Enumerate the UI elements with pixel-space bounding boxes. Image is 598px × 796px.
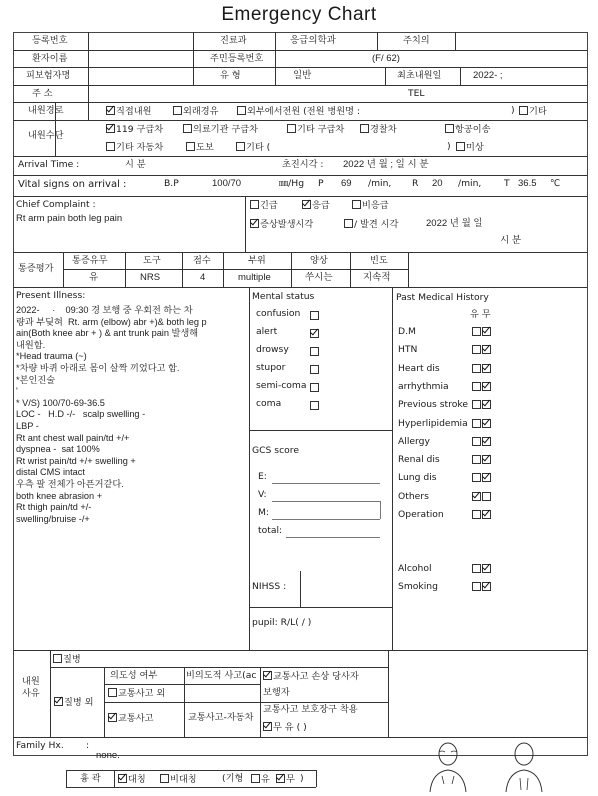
deformity-no[interactable]: 무 — [276, 774, 295, 786]
bp-label: B.P — [164, 178, 179, 189]
pmh-item: Operation — [398, 509, 444, 520]
pmh-yn-header: 유 무 — [470, 309, 491, 320]
transport-other-ambulance[interactable]: 기타 구급차 — [287, 124, 344, 136]
checkbox-icon — [186, 142, 195, 151]
pmh-item: Renal dis — [398, 454, 440, 466]
resp-unit: /min, — [458, 178, 482, 189]
thorax-label: 흉 곽 — [80, 773, 101, 784]
checkbox-icon — [482, 564, 491, 573]
checkbox-icon — [263, 671, 272, 680]
pmh-item: Previous stroke — [398, 399, 468, 411]
cc-label: Chief Complaint : — [16, 199, 96, 210]
present-illness-line: *Head trauma (~) — [16, 351, 87, 362]
checkbox-icon — [160, 774, 169, 783]
pain-presence: 유 — [89, 272, 99, 283]
family-hx-colon: : — [86, 740, 90, 751]
first-exam-value: 2022 년 월 ; 일 시 분 — [343, 159, 429, 170]
checkbox-icon — [237, 106, 246, 115]
route-transfer[interactable]: 외부에서전원 (전원 병원명 : — [237, 106, 360, 118]
mental-status-item: confusion — [256, 308, 301, 319]
checkbox-icon — [173, 106, 182, 115]
pain-tool: NRS — [140, 272, 161, 283]
checkbox-icon — [472, 345, 481, 354]
non-intentional: 비의도적 사고(ac — [186, 670, 257, 681]
urgency-nonemergent[interactable]: 비응급 — [352, 200, 389, 212]
present-illness-line: 우측 팔 전체가 아픈거같다. — [16, 478, 124, 489]
pmh-checkboxes[interactable] — [472, 473, 492, 485]
transport-unknown[interactable]: 미상 — [456, 142, 484, 154]
checkbox-icon — [482, 400, 491, 409]
checkbox-icon — [250, 219, 259, 228]
mental-status-checkbox[interactable] — [310, 329, 319, 338]
pain-site: multiple — [238, 272, 271, 283]
alcohol-label: Alcohol — [398, 563, 432, 574]
mental-status-label: Mental status — [252, 291, 315, 302]
checkbox-icon — [54, 697, 63, 706]
gcs-v: V: — [258, 489, 267, 500]
transport-hospital-ambulance[interactable]: 의료기관 구급차 — [183, 124, 258, 136]
mental-status-checkbox[interactable] — [310, 401, 319, 410]
mental-status-checkbox[interactable] — [310, 365, 319, 374]
pain-frequency: 지속적 — [363, 272, 391, 283]
checkbox-icon — [53, 654, 62, 663]
first-visit-value: 2022- ; — [473, 70, 503, 81]
chart-title: Emergency Chart — [221, 4, 377, 25]
pain-header-site: 부위 — [248, 255, 266, 266]
injury-disease[interactable]: 질병 — [53, 654, 81, 666]
gcs-e: E: — [258, 471, 267, 482]
checkbox-icon — [482, 382, 491, 391]
checkbox-icon — [482, 510, 491, 519]
checkbox-icon — [482, 492, 491, 501]
dept-value: 응급의학과 — [290, 35, 336, 46]
checkbox-icon — [482, 437, 491, 446]
pulse-unit: /min, — [368, 178, 392, 189]
present-illness-line: Rt thigh pain/td +/- — [16, 502, 92, 513]
body-back-figure-icon — [494, 740, 554, 796]
vitals-label: Vital signs on arrival : — [18, 179, 127, 190]
route-transfer-close: ) — [511, 105, 515, 116]
smoking-checks[interactable] — [472, 582, 492, 594]
first-visit-label: 최초내원일 — [397, 70, 442, 81]
present-illness-line: 내원함. — [16, 339, 46, 350]
mental-status-item: semi-coma — [256, 380, 307, 391]
intent-label: 의도성 여부 — [110, 670, 158, 681]
traffic-victim[interactable]: 교통사고 손상 당사자 — [263, 671, 359, 683]
pmh-checkboxes[interactable] — [472, 437, 492, 449]
pain-header-tool: 도구 — [143, 255, 161, 266]
deformity-label: (기형 — [222, 773, 244, 784]
pmh-checkboxes[interactable] — [472, 327, 492, 339]
checkbox-icon — [482, 582, 491, 591]
pain-label: 통증평가 — [18, 263, 54, 274]
checkbox-icon — [108, 713, 117, 722]
onset-time: 시 분 — [500, 235, 521, 246]
transport-other-car[interactable]: 기타 자동차 — [106, 142, 163, 154]
mental-status-item: alert — [256, 326, 278, 337]
present-illness-line: Rt wrist pain/td +/+ swelling + — [16, 455, 136, 466]
insured-label: 피보험자명 — [26, 70, 71, 81]
checkbox-icon — [472, 564, 481, 573]
route-outpatient[interactable]: 외래경유 — [173, 106, 219, 118]
present-illness-line: *차량 바퀴 아래로 몸이 살짝 끼었다고 함. — [16, 362, 180, 373]
address-label: 주 소 — [32, 88, 53, 99]
pmh-checkboxes[interactable] — [472, 492, 492, 504]
onset-time-option[interactable]: 증상발생시각 — [250, 219, 313, 231]
deformity-close: ) — [300, 773, 304, 784]
arrival-time-units: 시 분 — [125, 159, 146, 170]
pmh-item: Allergy — [398, 435, 430, 447]
pupil-label: pupil: R/L( / ) — [252, 617, 312, 628]
pain-header-score: 점수 — [193, 255, 211, 266]
injury-label: 내원 사유 — [22, 676, 40, 699]
checkbox-icon — [106, 142, 115, 151]
checkbox-icon — [456, 142, 465, 151]
bp-value: 100/70 — [212, 178, 242, 189]
thorax-asymmetric[interactable]: 비대칭 — [160, 774, 197, 786]
pmh-label: Past Medical History — [396, 292, 489, 303]
checkbox-icon — [251, 774, 260, 783]
checkbox-icon — [445, 124, 454, 133]
temp-value: 36.5 — [518, 178, 537, 189]
resident-no-value: (F/ 62) — [372, 53, 400, 64]
mental-status-checkbox[interactable] — [310, 311, 319, 320]
gcs-label: GCS score — [252, 445, 299, 456]
pmh-item: D.M — [398, 326, 416, 337]
traffic-car: 교통사고-자동차 — [188, 712, 254, 723]
found-time-option[interactable]: / 발견 시각 — [344, 219, 398, 231]
pmh-item: HTN — [398, 344, 418, 356]
pmh-checkboxes[interactable] — [472, 364, 492, 376]
present-illness-line: distal CMS intact — [16, 467, 85, 478]
type-label: 유 형 — [220, 70, 241, 81]
traffic-accident[interactable]: 교통사고 — [108, 713, 154, 725]
checkbox-icon — [108, 688, 117, 697]
checkbox-icon — [472, 419, 481, 428]
family-hx-value: none. — [96, 750, 120, 761]
mental-status-checkbox[interactable] — [310, 383, 319, 392]
transport-walk[interactable]: 도보 — [186, 142, 214, 154]
pulse-label: P — [318, 178, 324, 189]
cc-text: Rt arm pain both leg pain — [16, 213, 123, 224]
route-direct[interactable]: 직접내원 — [106, 106, 152, 118]
checkbox-icon — [472, 327, 481, 336]
transport-other[interactable]: 기타 ( — [236, 142, 270, 154]
present-illness-line: LBP - — [16, 420, 39, 431]
pmh-item: arrhythmia — [398, 380, 449, 392]
checkbox-icon — [344, 219, 353, 228]
dept-label: 진료과 — [220, 35, 247, 46]
pmh-checkboxes[interactable] — [472, 345, 492, 357]
checkbox-icon — [236, 142, 245, 151]
deformity-yes[interactable]: 유 — [251, 774, 270, 786]
bp-unit: ㎜/Hg — [279, 178, 305, 189]
present-illness-label: Present Illness: — [16, 290, 86, 301]
temp-unit: ℃ — [550, 178, 561, 189]
pedestrian: 보행자 — [263, 687, 290, 698]
pmh-checkboxes[interactable] — [472, 382, 492, 394]
transport-other-close: ) — [447, 141, 451, 152]
checkbox-icon — [106, 124, 115, 133]
gcs-m: M: — [258, 507, 270, 518]
pmh-checkboxes[interactable] — [472, 510, 492, 522]
arrival-label: Arrival Time : — [18, 159, 80, 170]
pmh-item: Others — [398, 490, 429, 502]
protection-label: 교통사고 보호장구 착용 — [263, 704, 358, 715]
alcohol-checks[interactable] — [472, 564, 492, 576]
physician-label: 주치의 — [403, 35, 430, 46]
visit-route-label: 내원경로 — [28, 105, 64, 116]
checkbox-icon — [276, 774, 285, 783]
checkbox-icon — [482, 455, 491, 464]
temp-label: T — [504, 178, 510, 189]
present-illness-line: ain(Both knee abr + ) & ant trunk pain 발생해 — [16, 328, 199, 339]
checkbox-icon — [287, 124, 296, 133]
resident-no-label: 주민등록번호 — [210, 53, 264, 64]
gcs-total: total: — [258, 525, 283, 536]
body-front-figure-icon — [418, 740, 478, 796]
pmh-item: Lung dis — [398, 472, 437, 484]
pain-score: 4 — [200, 272, 206, 283]
pmh-item: Heart dis — [398, 362, 440, 374]
present-illness-line: 2022- · 09:30 경 보행 중 우회전 하는 차 — [16, 305, 193, 315]
present-illness-line: swelling/bruise -/+ — [16, 513, 90, 524]
checkbox-icon — [472, 364, 481, 373]
checkbox-icon — [360, 124, 369, 133]
pain-header-frequency: 빈도 — [370, 255, 388, 266]
checkbox-icon — [482, 473, 491, 482]
present-illness-text — [16, 305, 248, 525]
checkbox-icon — [250, 200, 259, 209]
mental-status-checkbox[interactable] — [310, 347, 319, 356]
checkbox-icon — [106, 106, 115, 115]
present-illness-line: both knee abrasion + — [16, 490, 103, 501]
checkbox-icon — [472, 382, 481, 391]
present-illness-line: ' — [16, 386, 18, 397]
pain-character: 쑤시는 — [305, 272, 333, 283]
present-illness-line: dyspnea - sat 100% — [16, 444, 100, 455]
transport-label: 내원수단 — [28, 130, 64, 141]
urgency-critical[interactable]: 긴급 — [250, 200, 278, 212]
pmh-checkboxes[interactable] — [472, 419, 492, 431]
pain-header-presence: 통증유무 — [72, 255, 108, 266]
urgency-emergent[interactable]: 응급 — [302, 200, 330, 212]
first-exam-label: 초진시각 : — [282, 159, 324, 170]
checkbox-icon — [472, 437, 481, 446]
pmh-checkboxes[interactable] — [472, 455, 492, 467]
pulse-value: 69 — [341, 178, 352, 189]
injury-non-disease[interactable]: 질병 외 — [54, 697, 94, 709]
smoking-label: Smoking — [398, 581, 438, 592]
checkbox-icon — [352, 200, 361, 209]
checkbox-icon — [472, 492, 481, 501]
checkbox-icon — [519, 106, 528, 115]
transport-air[interactable]: 항공이송 — [445, 124, 491, 136]
checkbox-icon — [472, 455, 481, 464]
mental-status-item: stupor — [256, 362, 286, 373]
transport-police[interactable]: 경찰차 — [360, 124, 397, 136]
transport-119[interactable]: 119 구급차 — [106, 124, 163, 136]
checkbox-icon — [482, 327, 491, 336]
resp-value: 20 — [432, 178, 443, 189]
family-hx-label: Family Hx. — [16, 740, 64, 751]
checkbox-icon — [302, 200, 311, 209]
checkbox-icon — [472, 510, 481, 519]
present-illness-line: 량과 부딪혀 Rt. arm (elbow) abr +)& both leg p — [16, 316, 207, 327]
patient-name-label: 환자이름 — [32, 53, 68, 64]
checkbox-icon — [472, 473, 481, 482]
present-illness-line: Rt ant chest wall pain/td +/+ — [16, 432, 130, 443]
tel-label: TEL — [408, 88, 425, 99]
thorax-symmetric[interactable]: 대칭 — [118, 774, 146, 786]
checkbox-icon — [482, 364, 491, 373]
resp-label: R — [412, 178, 419, 189]
checkbox-icon — [263, 722, 272, 731]
protection-value[interactable]: 무 유 ( ) — [263, 722, 307, 734]
non-traffic[interactable]: 교통사고 외 — [108, 688, 165, 700]
pmh-checkboxes[interactable] — [472, 400, 492, 412]
reg-no-label: 등록번호 — [32, 35, 68, 46]
type-value: 일반 — [293, 70, 312, 81]
checkbox-icon — [183, 124, 192, 133]
present-illness-line: * V/S) 100/70-69-36.5 — [16, 397, 105, 408]
checkbox-icon — [118, 774, 127, 783]
nihss-label: NIHSS : — [252, 581, 287, 592]
pmh-item: Hyperlipidemia — [398, 417, 468, 429]
present-illness-line: LOC - H.D -/- scalp swelling - — [16, 409, 146, 420]
mental-status-item: coma — [256, 398, 282, 409]
checkbox-icon — [472, 582, 481, 591]
checkbox-icon — [472, 400, 481, 409]
present-illness-line: *본인진술 — [16, 374, 56, 385]
onset-date: 2022 년 월 일 — [426, 218, 483, 229]
route-other[interactable]: 기타 — [519, 106, 547, 118]
mental-status-item: drowsy — [256, 344, 289, 355]
pain-header-character: 양상 — [310, 255, 328, 266]
checkbox-icon — [482, 419, 491, 428]
checkbox-icon — [482, 345, 491, 354]
